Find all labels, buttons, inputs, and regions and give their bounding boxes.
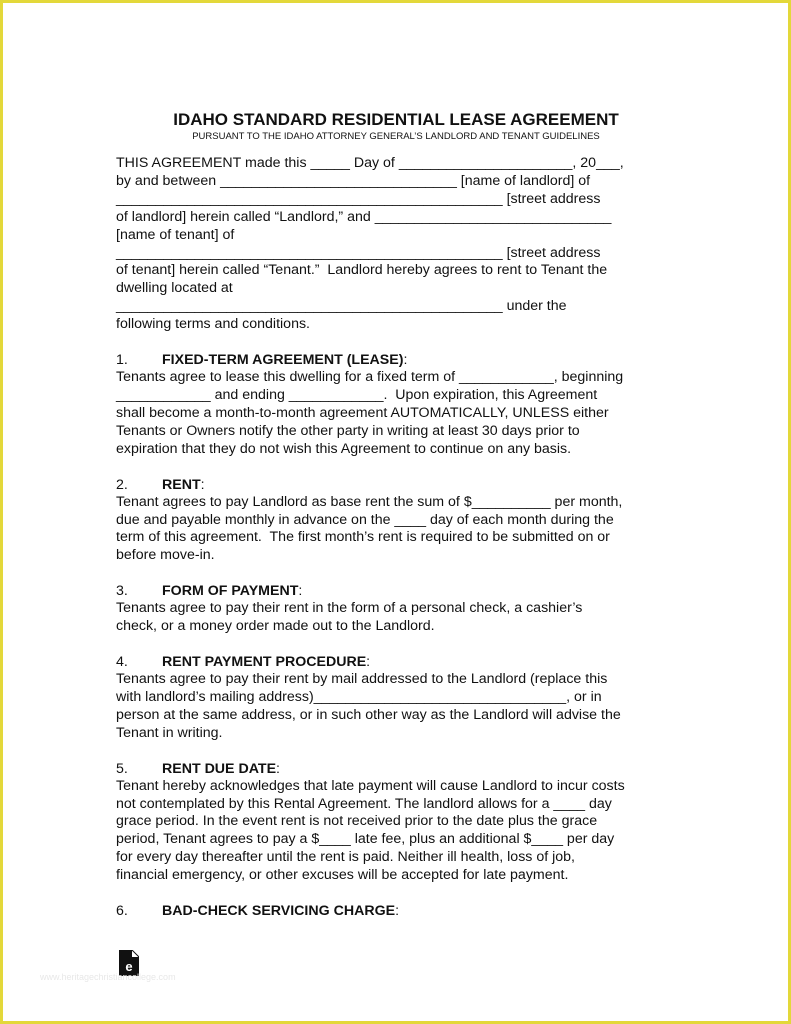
section-title: FIXED-TERM AGREEMENT (LEASE) (162, 352, 404, 369)
section-line: Tenant agrees to pay Landlord as base rent the sum of $__________ per month, (116, 493, 623, 510)
section-colon: : (395, 903, 400, 920)
intro-line: _________________________________________________ under the (116, 298, 567, 315)
section-number: 1. (116, 352, 128, 369)
section-line: shall become a month-to-month agreement AUTOMATICALLY, UNLESS either (116, 404, 609, 421)
section-number: 5. (116, 760, 128, 777)
intro-line: following terms and conditions. (116, 316, 310, 333)
section-colon: : (298, 583, 303, 600)
section-colon: : (366, 654, 371, 671)
section-number: 3. (116, 583, 128, 600)
section-heading (116, 582, 676, 600)
section-line: Tenants agree to pay their rent by mail addressed to the Landlord (replace this (116, 671, 608, 688)
intro-line: THIS AGREEMENT made this _____ Day of ______________________, 20___, (116, 155, 624, 171)
section-title: RENT (162, 476, 201, 493)
section-form-of-payment (116, 582, 676, 636)
section-line: Tenants agree to lease this dwelling for a fixed term of ____________, beginning (116, 369, 624, 386)
section-heading (116, 902, 676, 920)
section-rent-due-date (116, 760, 676, 885)
section-title: RENT DUE DATE (162, 760, 277, 777)
section-line: expiration that they do not wish this Agreement to continue on any basis. (116, 440, 572, 457)
section-number: 6. (116, 903, 128, 920)
section-line: grace period. In the event rent is not received prior to the date plus the grace (116, 813, 598, 830)
section-title: FORM OF PAYMENT (162, 583, 299, 600)
section-line: financial emergency, or other excuses will be accepted for late payment. (116, 867, 569, 884)
section-line: with landlord’s mailing address)________________________________, or in (116, 688, 602, 705)
section-rent-payment-procedure (116, 653, 676, 743)
section-line: before move-in. (116, 547, 215, 564)
section-colon: : (200, 476, 205, 493)
section-title: RENT PAYMENT PROCEDURE (162, 654, 367, 671)
section-line: period, Tenant agrees to pay a $____ late fee, plus an additional $____ per day (116, 831, 615, 848)
document-title: IDAHO STANDARD RESIDENTIAL LEASE AGREEMENT (173, 110, 619, 129)
intro-line: of landlord] herein called “Landlord,” and ______________________________ (116, 208, 612, 225)
section-line: person at the same address, or in such other way as the Landlord will advise the (116, 706, 621, 723)
section-line: Tenants agree to pay their rent in the form of a personal check, a cashier’s (116, 600, 583, 617)
intro-line: dwelling located at (116, 280, 233, 297)
section-rent (116, 476, 676, 566)
section-line: Tenant hereby acknowledges that late payment will cause Landlord to incur costs (116, 777, 625, 794)
svg-text:e: e (125, 959, 133, 974)
section-line: term of this agreement. The first month’s rent is required to be submitted on or (116, 529, 610, 546)
section-heading (116, 351, 676, 369)
section-number: 4. (116, 654, 128, 671)
watermark-text: www.heritagechristiancollege.com (40, 972, 176, 982)
intro-line: by and between ______________________________ [name of landlord] of (116, 172, 591, 189)
section-bad-check (116, 902, 676, 920)
section-line: due and payable monthly in advance on the ____ day of each month during the (116, 511, 614, 528)
section-line: not contemplated by this Rental Agreement. The landlord allows for a ____ day (116, 795, 612, 812)
section-fixed-term (116, 351, 676, 459)
document-page (116, 110, 676, 920)
section-colon: : (403, 352, 408, 369)
section-line: Tenants or Owners notify the other party in writing at least 30 days prior to (116, 422, 580, 439)
intro-line: _________________________________________________ [street address (116, 190, 601, 207)
section-number: 2. (116, 476, 128, 493)
section-colon: : (276, 760, 280, 777)
section-heading (116, 653, 676, 671)
intro-line: [name of tenant] of (116, 226, 235, 243)
section-line: for every day thereafter until the rent is paid. Neither ill health, loss of job, (116, 849, 575, 866)
section-line: Tenant in writing. (116, 724, 223, 741)
section-line: check, or a money order made out to the Landlord. (116, 618, 435, 635)
intro-line: _________________________________________________ [street address (116, 244, 601, 261)
intro-line: of tenant] herein called “Tenant.” Landlord hereby agrees to rent to Tenant the (116, 262, 608, 279)
intro-paragraph (116, 155, 676, 334)
section-title: BAD-CHECK SERVICING CHARGE (162, 903, 396, 920)
section-heading (116, 760, 676, 778)
document-subtitle: PURSUANT TO THE IDAHO ATTORNEY GENERAL’S LANDLORD AND TENANT GUIDELINES (192, 131, 600, 142)
section-line: ____________ and ending ____________. Upon expiration, this Agreement (116, 386, 598, 403)
section-heading (116, 476, 676, 494)
